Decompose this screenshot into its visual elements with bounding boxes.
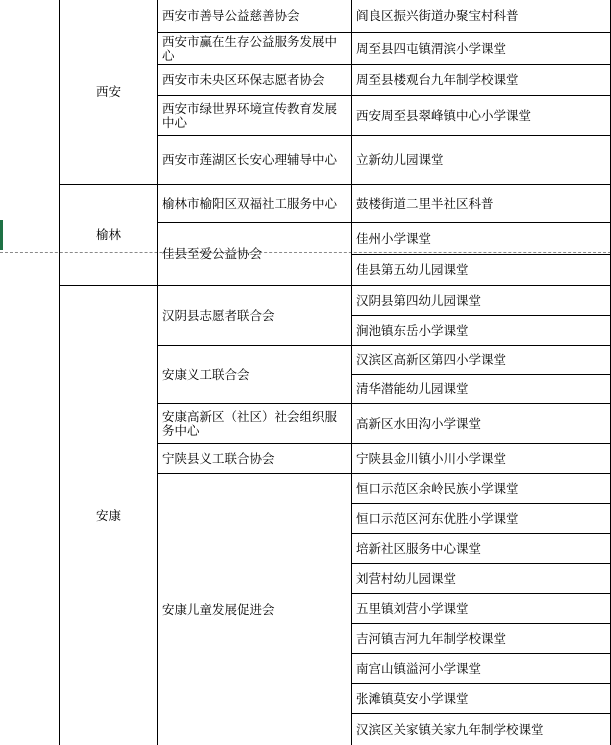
org-cell[interactable]: 西安市莲湖区长安心理辅导中心 (162, 152, 338, 167)
site-cell[interactable]: 恒口示范区河东优胜小学课堂 (356, 510, 519, 526)
selection-indicator (0, 220, 3, 250)
site-cell[interactable]: 阎良区振兴街道办聚宝村科普 (356, 8, 519, 23)
org-cell[interactable]: 西安市善导公益慈善协会 (162, 8, 300, 23)
site-cell[interactable]: 张滩镇莫安小学课堂 (356, 690, 469, 706)
region-xian[interactable]: 西安 (95, 84, 121, 99)
site-cell[interactable]: 南宫山镇溢河小学课堂 (356, 660, 482, 676)
region-yulin[interactable]: 榆林 (95, 227, 121, 242)
org-cell[interactable]: 安康高新区（社区）社会组织服务中心 (162, 408, 338, 438)
org-cell[interactable]: 佳县至爱公益协会 (162, 246, 263, 261)
org-cell[interactable]: 安康儿童发展促进会 (162, 601, 275, 617)
site-cell[interactable]: 刘营村幼儿园课堂 (356, 570, 457, 586)
org-cell[interactable]: 榆林市榆阳区双福社工服务中心 (162, 195, 338, 211)
org-cell[interactable]: 汉阴县志愿者联合会 (162, 307, 275, 323)
site-cell[interactable]: 立新幼儿园课堂 (356, 152, 444, 167)
site-cell[interactable]: 清华潜能幼儿园课堂 (356, 381, 469, 396)
org-cell[interactable]: 宁陕县义工联合协会 (162, 450, 275, 466)
site-cell[interactable]: 汉阴县第四幼儿园课堂 (356, 292, 482, 308)
site-cell[interactable]: 恒口示范区余岭民族小学课堂 (356, 480, 519, 496)
org-cell[interactable]: 安康义工联合会 (162, 366, 250, 382)
site-cell[interactable]: 培新社区服务中心课堂 (356, 540, 482, 556)
site-cell[interactable]: 汉滨区关家镇关家九年制学校课堂 (356, 721, 544, 737)
site-cell[interactable]: 鼓楼街道二里半社区科普 (356, 195, 494, 211)
site-cell[interactable]: 五里镇刘营小学课堂 (356, 600, 469, 616)
site-cell[interactable]: 西安周至县翠峰镇中心小学课堂 (356, 107, 532, 123)
org-cell[interactable]: 西安市赢在生存公益服务发展中心 (162, 33, 338, 63)
site-cell[interactable]: 周至县楼观台九年制学校课堂 (356, 72, 519, 87)
site-cell[interactable]: 佳州小学课堂 (356, 230, 432, 246)
site-cell[interactable]: 佳县第五幼儿园课堂 (356, 262, 469, 277)
site-cell[interactable]: 汉滨区高新区第四小学课堂 (356, 352, 507, 367)
org-cell[interactable]: 西安市未央区环保志愿者协会 (162, 72, 325, 87)
site-cell[interactable]: 涧池镇东岳小学课堂 (356, 322, 469, 338)
site-cell[interactable]: 周至县四屯镇渭滨小学课堂 (356, 40, 507, 56)
site-cell[interactable]: 高新区水田沟小学课堂 (356, 415, 482, 431)
region-ankang[interactable]: 安康 (95, 507, 121, 523)
site-cell[interactable]: 吉河镇吉河九年制学校课堂 (356, 630, 507, 646)
site-cell[interactable]: 宁陕县金川镇小川小学课堂 (356, 450, 507, 466)
org-cell[interactable]: 西安市绿世界环境宣传教育发展中心 (162, 100, 338, 130)
